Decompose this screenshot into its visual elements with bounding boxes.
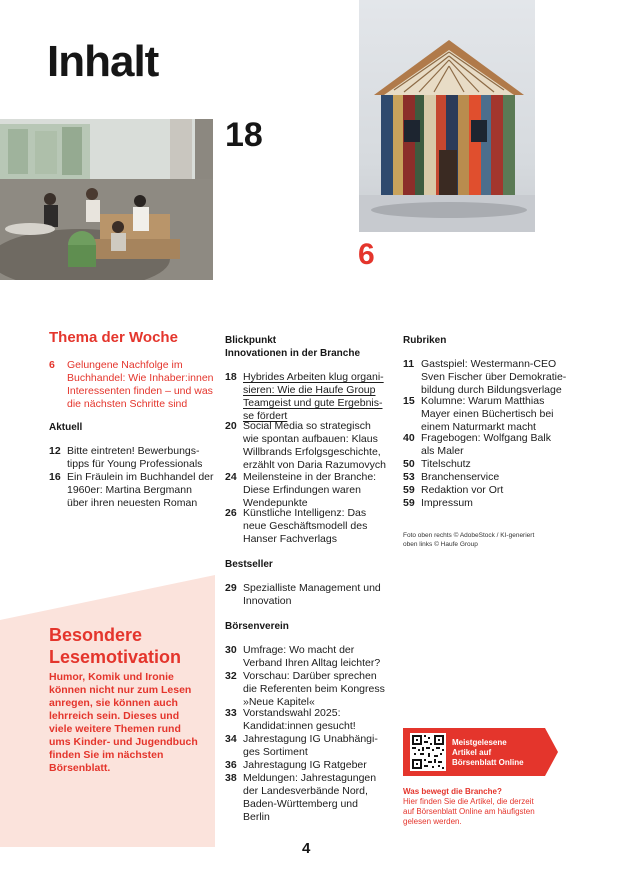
toc-entry-text: Branchenservice [421, 471, 500, 483]
toc-entry-text: Kolumne: Warum Matthias Mayer einen Büchertisch bei einem Naturmarkt macht [421, 395, 554, 433]
photo-credits: Foto oben rechts © AdobeStock / KI-generiert oben links © Haufe Group [403, 532, 535, 548]
toc-page-number: 29 [225, 582, 237, 594]
section-heading-blickpunkt: Blickpunkt Innovationen in der Branche [225, 335, 361, 359]
office-scene-illustration [0, 119, 213, 280]
toc-entry-text: Vorschau: Darüber sprechen die Referenten beim Kongress »Neue Kapitel« [243, 670, 385, 708]
toc-entry-text: Umfrage: Wo macht der Verband Ihren Alltag leichter? [243, 644, 381, 669]
office-photo [0, 119, 213, 280]
toc-page-number: 26 [225, 507, 237, 519]
banner-text: Meistgelesene Artikel auf Börsenblatt Online [452, 738, 524, 767]
toc-entry-text: Gastspiel: Westermann-CEO Sven Fischer über Demokratie- bildung durch Bildungsverlage [421, 358, 567, 396]
toc-entry-text: Jahrestagung IG Ratgeber [243, 759, 367, 771]
section-heading-boersenverein: Börsenverein [225, 621, 289, 632]
toc-page-number: 20 [225, 420, 237, 432]
toc-entry-text: Künstliche Intelligenz: Das neue Geschäftsmodell des Hanser Fachverlags [243, 507, 368, 545]
toc-page-number: 34 [225, 733, 237, 745]
toc-page-number: 32 [225, 670, 237, 682]
section-heading-thema: Thema der Woche [49, 329, 178, 346]
toc-page-number: 59 [403, 497, 415, 509]
toc-entry-text: Ein Fräulein im Buchhandel der 1960er: Martina Bergmann über ihren neuesten Roman [67, 471, 214, 509]
toc-page-number: 6 [49, 359, 55, 371]
toc-page-number: 40 [403, 432, 415, 444]
toc-entry-text: Titelschutz [421, 458, 471, 470]
page-number: 4 [302, 840, 311, 857]
toc-entry-text: Meldungen: Jahrestagungen der Landesverbände Nord, Baden-Württemberg und Berlin [243, 772, 377, 823]
toc-entry-text: Impressum [421, 497, 473, 509]
promo-title: Besondere Lesemotivation [49, 625, 182, 667]
toc-entry-text: Vorstandswahl 2025: Kandidat:innen gesucht! [243, 707, 356, 732]
teaser-text: Hier finden Sie die Artikel, die derzeit auf Börsenblatt Online am häufigsten gelesen werden. [403, 797, 535, 826]
toc-entry-text: Bitte eintreten! Bewerbungs- tipps für Young Professionals [67, 445, 203, 470]
toc-page-number: 36 [225, 759, 237, 771]
toc-entry-text: Redaktion vor Ort [421, 484, 504, 496]
toc-page-number: 24 [225, 471, 237, 483]
toc-entry-text: Social Media so strategisch wie spontan aufbauen: Klaus Willbrands Erfolgsgeschichte, erzählt von Daria Razumovych [243, 420, 386, 471]
teaser-question: Was bewegt die Branche? [403, 787, 502, 796]
toc-entry-text: Jahrestagung IG Unabhängi- ges Sortiment [243, 733, 378, 758]
toc-page-number: 18 [225, 371, 237, 383]
toc-page-number: 33 [225, 707, 237, 719]
toc-page-number: 15 [403, 395, 415, 407]
book-house-photo [359, 0, 535, 232]
toc-page-number: 16 [49, 471, 61, 483]
toc-page-number: 38 [225, 772, 237, 784]
section-heading-bestseller: Bestseller [225, 559, 273, 570]
toc-entry-link[interactable]: Hybrides Arbeiten klug organi- sieren: Wie die Haufe Group Teamgeist und gute Ergebnis- se fördert [243, 371, 384, 422]
photo-page-number-left: 18 [225, 116, 263, 154]
toc-page-number: 12 [49, 445, 61, 457]
toc-entry-text: Spezialliste Management und Innovation [243, 582, 381, 607]
toc-page-number: 59 [403, 484, 415, 496]
toc-page-number: 30 [225, 644, 237, 656]
section-heading-aktuell: Aktuell [49, 422, 83, 433]
book-house-illustration [359, 0, 535, 232]
promo-body: Humor, Komik und Ironie können nicht nur zum Lesen anregen, sie können auch lehrreich sein. Dieses und viele weitere Themen rund ums Kinder- und Jugendbuch finden Sie im nächsten Börsenblatt. [49, 671, 198, 774]
section-heading-rubriken: Rubriken [403, 335, 447, 346]
toc-page-number: 11 [403, 358, 415, 370]
toc-entry-text: Fragebogen: Wolfgang Balk als Maler [421, 432, 551, 457]
toc-entry-text: Gelungene Nachfolge im Buchhandel: Wie Inhaber:innen Interessenten finden – und was die nächsten Schritte sind [67, 359, 214, 410]
toc-entry-text: Meilensteine in der Branche: Diese Erfindungen waren Wendepunkte [243, 471, 377, 509]
toc-page-number: 50 [403, 458, 415, 470]
toc-page-number: 53 [403, 471, 415, 483]
page-title: Inhalt [47, 37, 159, 86]
qr-code-icon[interactable] [410, 733, 446, 771]
photo-page-number-right: 6 [358, 238, 375, 271]
